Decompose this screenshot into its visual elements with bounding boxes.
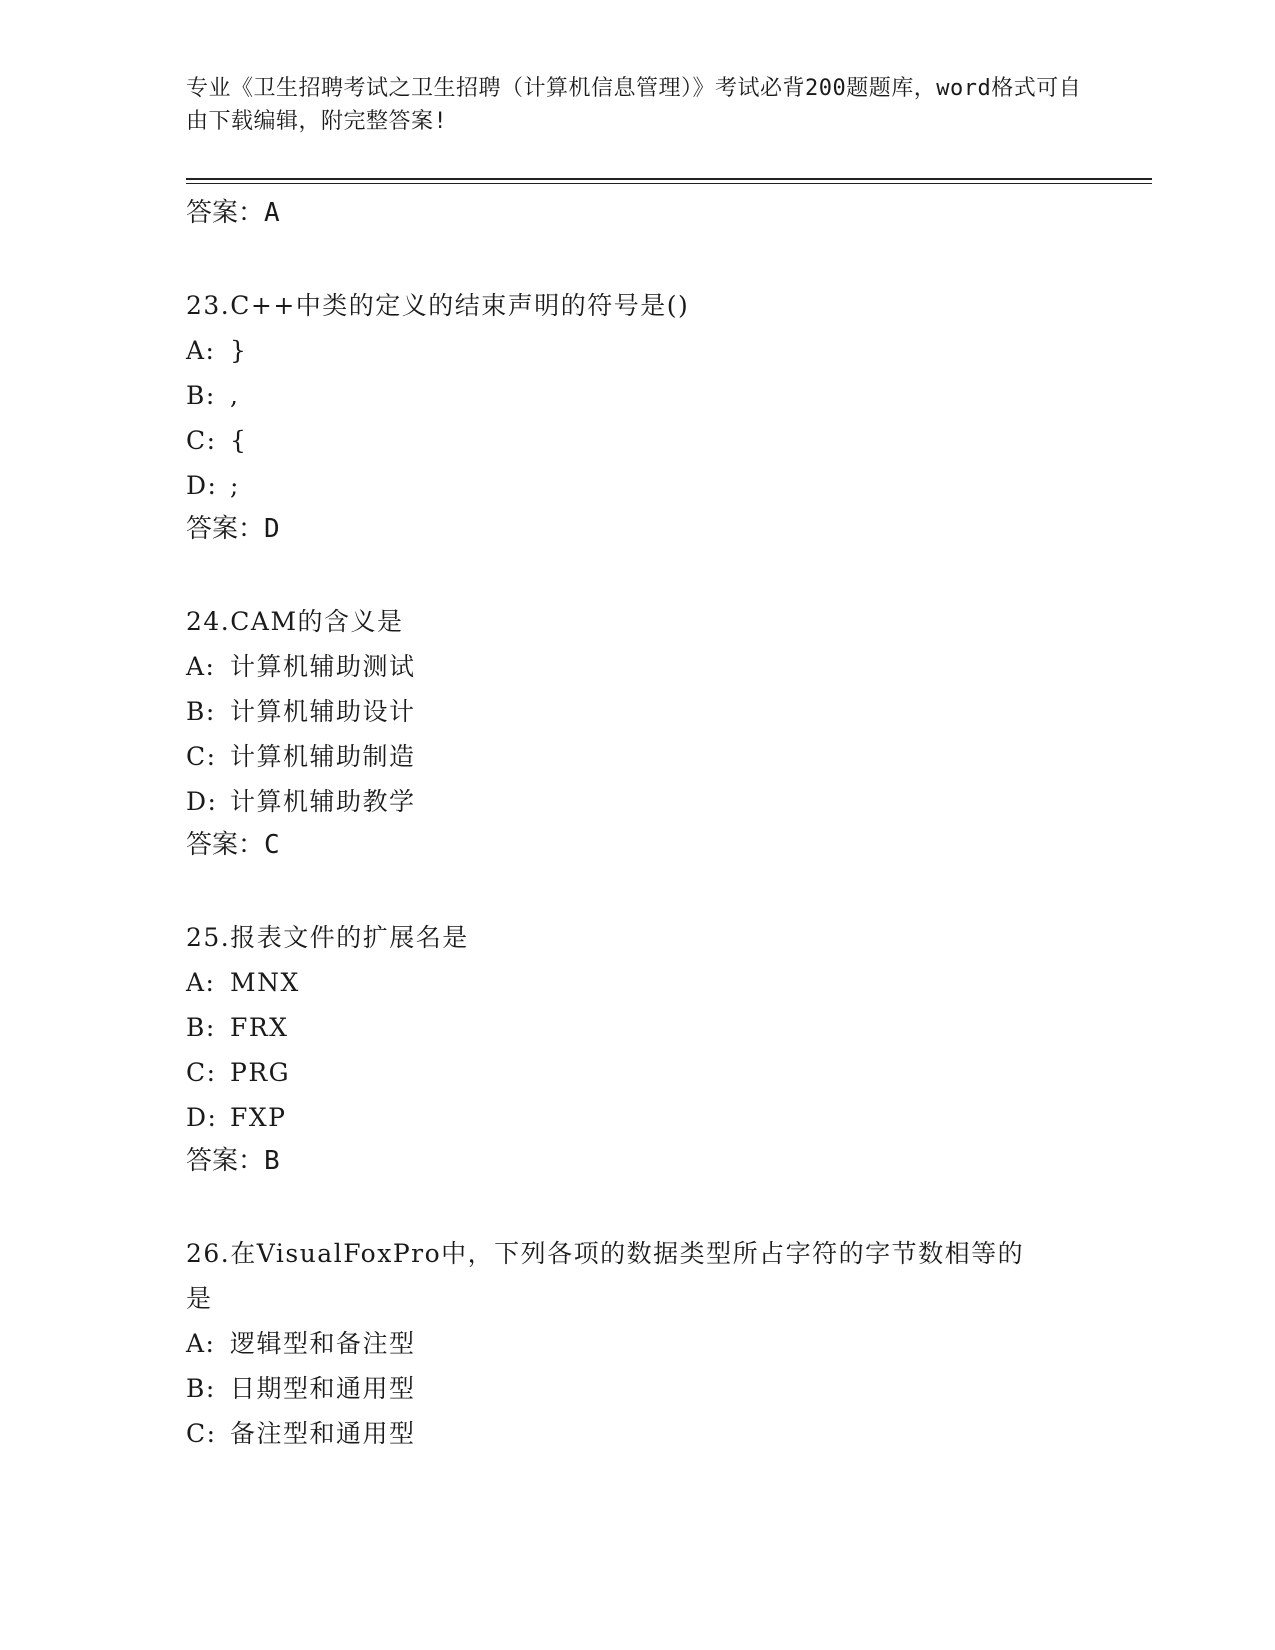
option-letter: D: [186, 787, 218, 816]
option-text: 备注型和通用型 [230, 1419, 416, 1448]
question-block [186, 1231, 1086, 1456]
document-header: 专业《卫生招聘考试之卫生招聘（计算机信息管理）》考试必背200题题库，word格式可自由下载编辑，附完整答案! [186, 76, 1082, 134]
option-letter: B: [186, 697, 216, 726]
option-b [186, 689, 1086, 734]
option-letter: B: [186, 1013, 216, 1042]
option-d [186, 463, 1086, 508]
option-text: } [230, 336, 248, 365]
question-block [186, 915, 1086, 1182]
option-text: FXP [230, 1103, 287, 1132]
question-block [186, 283, 1086, 550]
option-text: MNX [230, 968, 300, 997]
option-letter: A: [186, 652, 216, 681]
option-b [186, 1366, 1086, 1411]
option-text: 计算机辅助设计 [230, 697, 416, 726]
option-letter: D: [186, 1103, 218, 1132]
option-letter: C: [186, 742, 217, 771]
header-rule-thin [186, 183, 1152, 184]
option-letter: C: [186, 426, 217, 455]
option-letter: B: [186, 1374, 216, 1403]
question-stem: 25.报表文件的扩展名是 [186, 923, 469, 952]
option-d [186, 779, 1086, 824]
option-letter: C: [186, 1058, 217, 1087]
answer-line: 答案：C [186, 830, 280, 860]
option-letter: B: [186, 381, 216, 410]
option-text: 日期型和通用型 [230, 1374, 416, 1403]
answer-line: 答案：A [186, 198, 280, 228]
question-stem: 24.CAM的含义是 [186, 607, 404, 636]
question-list [186, 192, 1086, 1456]
option-c [186, 1411, 1086, 1456]
answer-line: 答案：D [186, 514, 280, 544]
option-text: 逻辑型和备注型 [230, 1329, 416, 1358]
option-letter: C: [186, 1419, 217, 1448]
option-a [186, 1321, 1086, 1366]
option-text: ; [230, 471, 240, 500]
header-rule-thick [186, 178, 1152, 180]
option-letter: D: [186, 471, 218, 500]
question-stem: 26.在VisualFoxPro中，下列各项的数据类型所占字符的字节数相等的是 [186, 1239, 1025, 1313]
question-block [186, 599, 1086, 866]
option-text: { [230, 426, 248, 455]
option-a [186, 644, 1086, 689]
answer-line: 答案：B [186, 1146, 280, 1176]
option-text: FRX [230, 1013, 289, 1042]
option-text: 计算机辅助教学 [230, 787, 416, 816]
option-b [186, 373, 1086, 418]
option-a [186, 328, 1086, 373]
option-letter: A: [186, 1329, 216, 1358]
option-text: PRG [230, 1058, 291, 1087]
option-text: , [230, 381, 240, 410]
option-text: 计算机辅助制造 [230, 742, 416, 771]
option-text: 计算机辅助测试 [230, 652, 416, 681]
option-c [186, 418, 1086, 463]
option-a [186, 960, 1086, 1005]
option-letter: A: [186, 968, 216, 997]
option-c [186, 1050, 1086, 1095]
question-stem: 23.C++中类的定义的结束声明的符号是() [186, 291, 690, 320]
option-b [186, 1005, 1086, 1050]
option-d [186, 1095, 1086, 1140]
option-c [186, 734, 1086, 779]
option-letter: A: [186, 336, 216, 365]
